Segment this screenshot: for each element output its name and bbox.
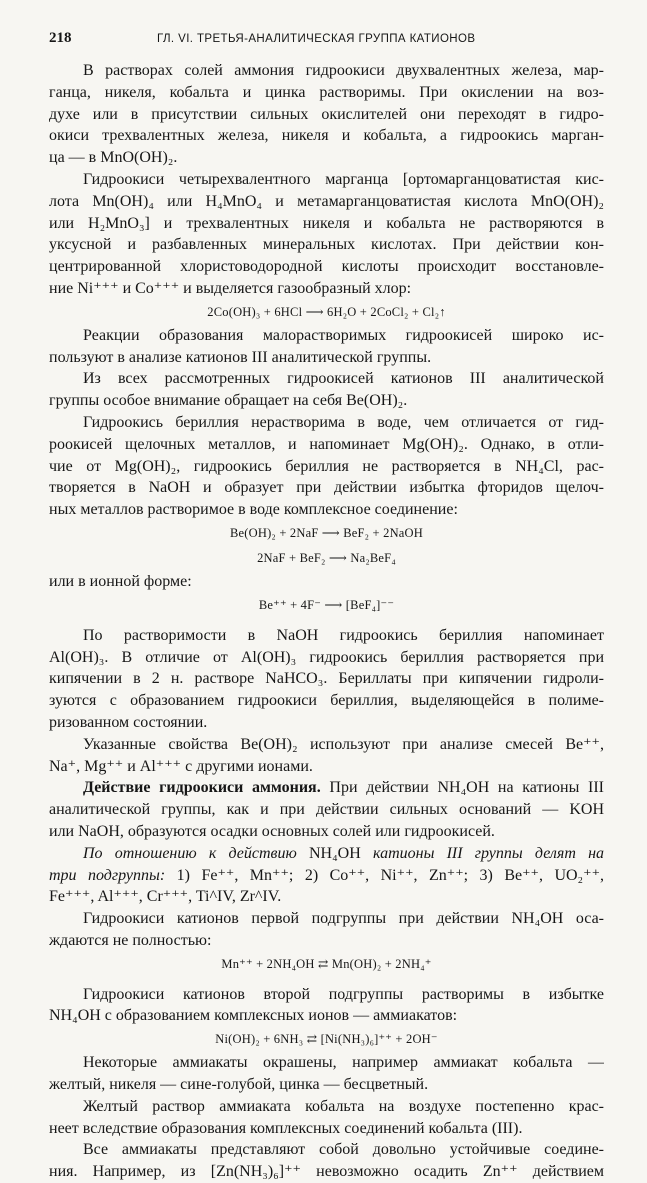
line-text: Желтый раствор аммиаката кобальта на воздухе постепенно крас-	[83, 1097, 604, 1115]
text-line	[49, 930, 604, 952]
text-line	[49, 625, 604, 647]
line-text: окиси трехвалентных железа, никеля и кобальта, а гидроокись марган-	[49, 127, 604, 145]
line-text: ждаются не полностью:	[49, 931, 212, 949]
text-line	[49, 843, 604, 865]
chemical-equation: Ni(OH)₂ + 6NH₃ ⇄ [Ni(NH₃)₆]⁺⁺ + 2OH⁻	[215, 1032, 438, 1047]
line-text: или в ионной форме:	[49, 572, 192, 590]
line-text: кипячении в 2 н. растворе NaHCO₃. Бериллаты при кипячении гидроли-	[49, 670, 604, 688]
line-text: или NaOH, образуются осадки основных солей или гидроокисей.	[49, 822, 495, 840]
page-header	[49, 30, 604, 50]
line-text: Al(OH)₃. В отличие от Al(OH)₃ гидроокись бериллия растворяется при	[49, 648, 604, 666]
text-line	[49, 756, 604, 778]
line-text: или H₂MnO₃] и трехвалентных никеля и кобальта не растворяются в	[49, 214, 604, 232]
text-line	[49, 1005, 604, 1027]
line-text: NH₄OH	[308, 844, 361, 862]
line-text: 1) Fe⁺⁺, Mn⁺⁺; 2) Co⁺⁺, Ni⁺⁺, Zn⁺⁺; 3) Be⁺⁺, UO₂⁺⁺,	[176, 866, 604, 884]
line-text: ца — в MnO(OH)₂.	[49, 149, 178, 167]
line-text: В растворах солей аммония гидроокиси двухвалентных железа, мар-	[83, 62, 604, 79]
text-line	[49, 984, 604, 1006]
text-line	[49, 668, 604, 690]
text-line	[49, 347, 604, 369]
text-line	[49, 256, 604, 278]
text-line	[49, 734, 604, 756]
text-line	[49, 191, 604, 213]
text-line	[49, 1139, 604, 1161]
line-text: Гидроокиси четырехвалентного марганца [ортомарганцоватистая кис-	[83, 170, 604, 188]
text-line	[49, 278, 604, 300]
text-line	[49, 1096, 604, 1118]
text-line	[49, 1161, 604, 1183]
paragraph-gap	[49, 977, 604, 984]
text-line	[49, 571, 604, 593]
text-line	[49, 886, 604, 908]
line-text: ризованном состоянии.	[49, 713, 208, 731]
italic-text: катионы III группы делят на	[372, 844, 604, 862]
text-line	[49, 499, 604, 521]
page-number: 218	[49, 30, 72, 46]
italic-text: По отношению к действию	[83, 844, 297, 862]
text-line	[49, 1074, 604, 1096]
text-line	[49, 412, 604, 434]
text-line	[49, 434, 604, 456]
chemical-equation: Mn⁺⁺ + 2NH₄OH ⇄ Mn(OH)₂ + 2NH₄⁺	[221, 956, 432, 971]
text-line	[49, 690, 604, 712]
italic-text: три подгруппы:	[49, 866, 166, 884]
line-text: Na⁺, Mg⁺⁺ и Al⁺⁺⁺ с другими ионами.	[49, 757, 313, 775]
line-text: роокисей щелочных металлов, и напоминает Mg(OH)₂. Однако, в отли-	[49, 435, 604, 453]
line-text: пользуют в анализе катионов III аналитической группы.	[49, 348, 432, 366]
line-text: NH₄OH с образованием комплексных ионов — аммиакатов:	[49, 1007, 458, 1025]
text-line	[49, 799, 604, 821]
page-body	[49, 60, 604, 1183]
line-text: При действии NH₄OH на катионы III	[329, 779, 604, 797]
text-line	[49, 712, 604, 734]
text-line	[49, 368, 604, 390]
text-line	[49, 647, 604, 669]
line-text: зуются с образованием гидроокиси бериллия, выделяющейся в полиме-	[49, 692, 604, 710]
line-text: Гидроокиси катионов первой подгруппы при действии NH₄OH оса-	[83, 910, 604, 928]
chemical-equation: Be(OH)₂ + 2NaF ⟶ BeF₂ + 2NaOH	[229, 525, 424, 540]
line-text: Fe⁺⁺⁺, Al⁺⁺⁺, Cr⁺⁺⁺, Ti^IV, Zr^IV.	[49, 888, 282, 906]
line-text: Гидроокись бериллия нерастворима в воде, чем отличается от гид-	[83, 413, 604, 431]
text-line	[49, 777, 604, 799]
line-text: неет вследствие образования комплексных соединений кобальта (III).	[49, 1119, 523, 1137]
line-text: Реакции образования малорастворимых гидроокисей широко ис-	[83, 326, 604, 344]
text-line	[49, 147, 604, 169]
text-line	[49, 477, 604, 499]
line-text: Гидроокиси катионов второй подгруппы растворимы в избытке	[83, 985, 604, 1003]
text-line	[49, 125, 604, 147]
text-line	[49, 234, 604, 256]
chemical-equation: 2Co(OH)₃ + 6HCl ⟶ 6H₂O + 2CoCl₂ + Cl₂↑	[207, 304, 446, 319]
line-text: ганца, никеля, кобальта и цинка растворимы. При окислении на воз-	[49, 83, 604, 101]
line-text: аналитической группы, как и при действии сильных оснований — KOH	[49, 801, 604, 819]
line-text: Из всех рассмотренных гидроокисей катионов III аналитической	[83, 370, 604, 388]
text-line	[49, 60, 604, 82]
line-text: ных металлов растворимое в воде комплексное соединение:	[49, 501, 458, 519]
line-text: Некоторые аммиакаты окрашены, например аммиакат кобальта —	[83, 1054, 604, 1072]
chemical-equation: 2NaF + BeF₂ ⟶ Na₂BeF₄	[257, 550, 396, 565]
text-line	[49, 104, 604, 126]
line-text: духе или в присутствии сильных окислителей они переходят в гидро-	[49, 105, 604, 123]
line-text: чие от Mg(OH)₂, гидроокись бериллия не растворяется в NH₄Cl, рас-	[49, 457, 604, 475]
text-line	[49, 213, 604, 235]
text-line	[49, 1118, 604, 1140]
line-text: группы особое внимание обращает на себя Be(OH)₂.	[49, 392, 408, 410]
line-text: творяется в NaOH и образует при действии избытка фторидов щелоч-	[49, 479, 604, 497]
line-text: Все аммиакаты представляют собой довольно устойчивые соедине-	[83, 1141, 604, 1159]
line-text: По растворимости в NaOH гидроокись бериллия напоминает	[83, 626, 604, 644]
line-text: уксусной и разбавленных минеральных кислотах. При действии кон-	[49, 236, 604, 254]
text-line	[49, 82, 604, 104]
text-line	[49, 169, 604, 191]
line-text: желтый, никеля — сине-голубой, цинка — бесцветный.	[49, 1076, 429, 1094]
line-text: ния. Например, из [Zn(NH₃)₆]⁺⁺ невозможно осадить Zn⁺⁺ действием	[49, 1163, 604, 1181]
text-line	[49, 325, 604, 347]
line-text: центрированной хлористоводородной кислоты происходит восстановле-	[49, 258, 604, 276]
text-line	[49, 390, 604, 412]
bold-heading: Действие гидроокиси аммония.	[83, 779, 321, 797]
line-text: лота Mn(OH)₄ или H₄MnO₄ и метамарганцоватистая кислота MnO(OH)₂	[49, 192, 604, 210]
text-line	[49, 908, 604, 930]
text-line	[49, 456, 604, 478]
chemical-equation: Be⁺⁺ + 4F⁻ ⟶ [BeF₄]⁻⁻	[258, 597, 395, 612]
text-line	[49, 865, 604, 887]
text-line	[49, 1052, 604, 1074]
text-line	[49, 821, 604, 843]
line-text: Указанные свойства Be(OH)₂ используют при анализе смесей Be⁺⁺,	[83, 735, 604, 753]
running-title: ГЛ. VI. ТРЕТЬЯ-АНАЛИТИЧЕСКАЯ ГРУППА КАТИОНОВ	[157, 33, 476, 45]
paragraph-gap	[49, 618, 604, 625]
line-text: ние Ni⁺⁺⁺ и Co⁺⁺⁺ и выделяется газообразный хлор:	[49, 279, 412, 297]
